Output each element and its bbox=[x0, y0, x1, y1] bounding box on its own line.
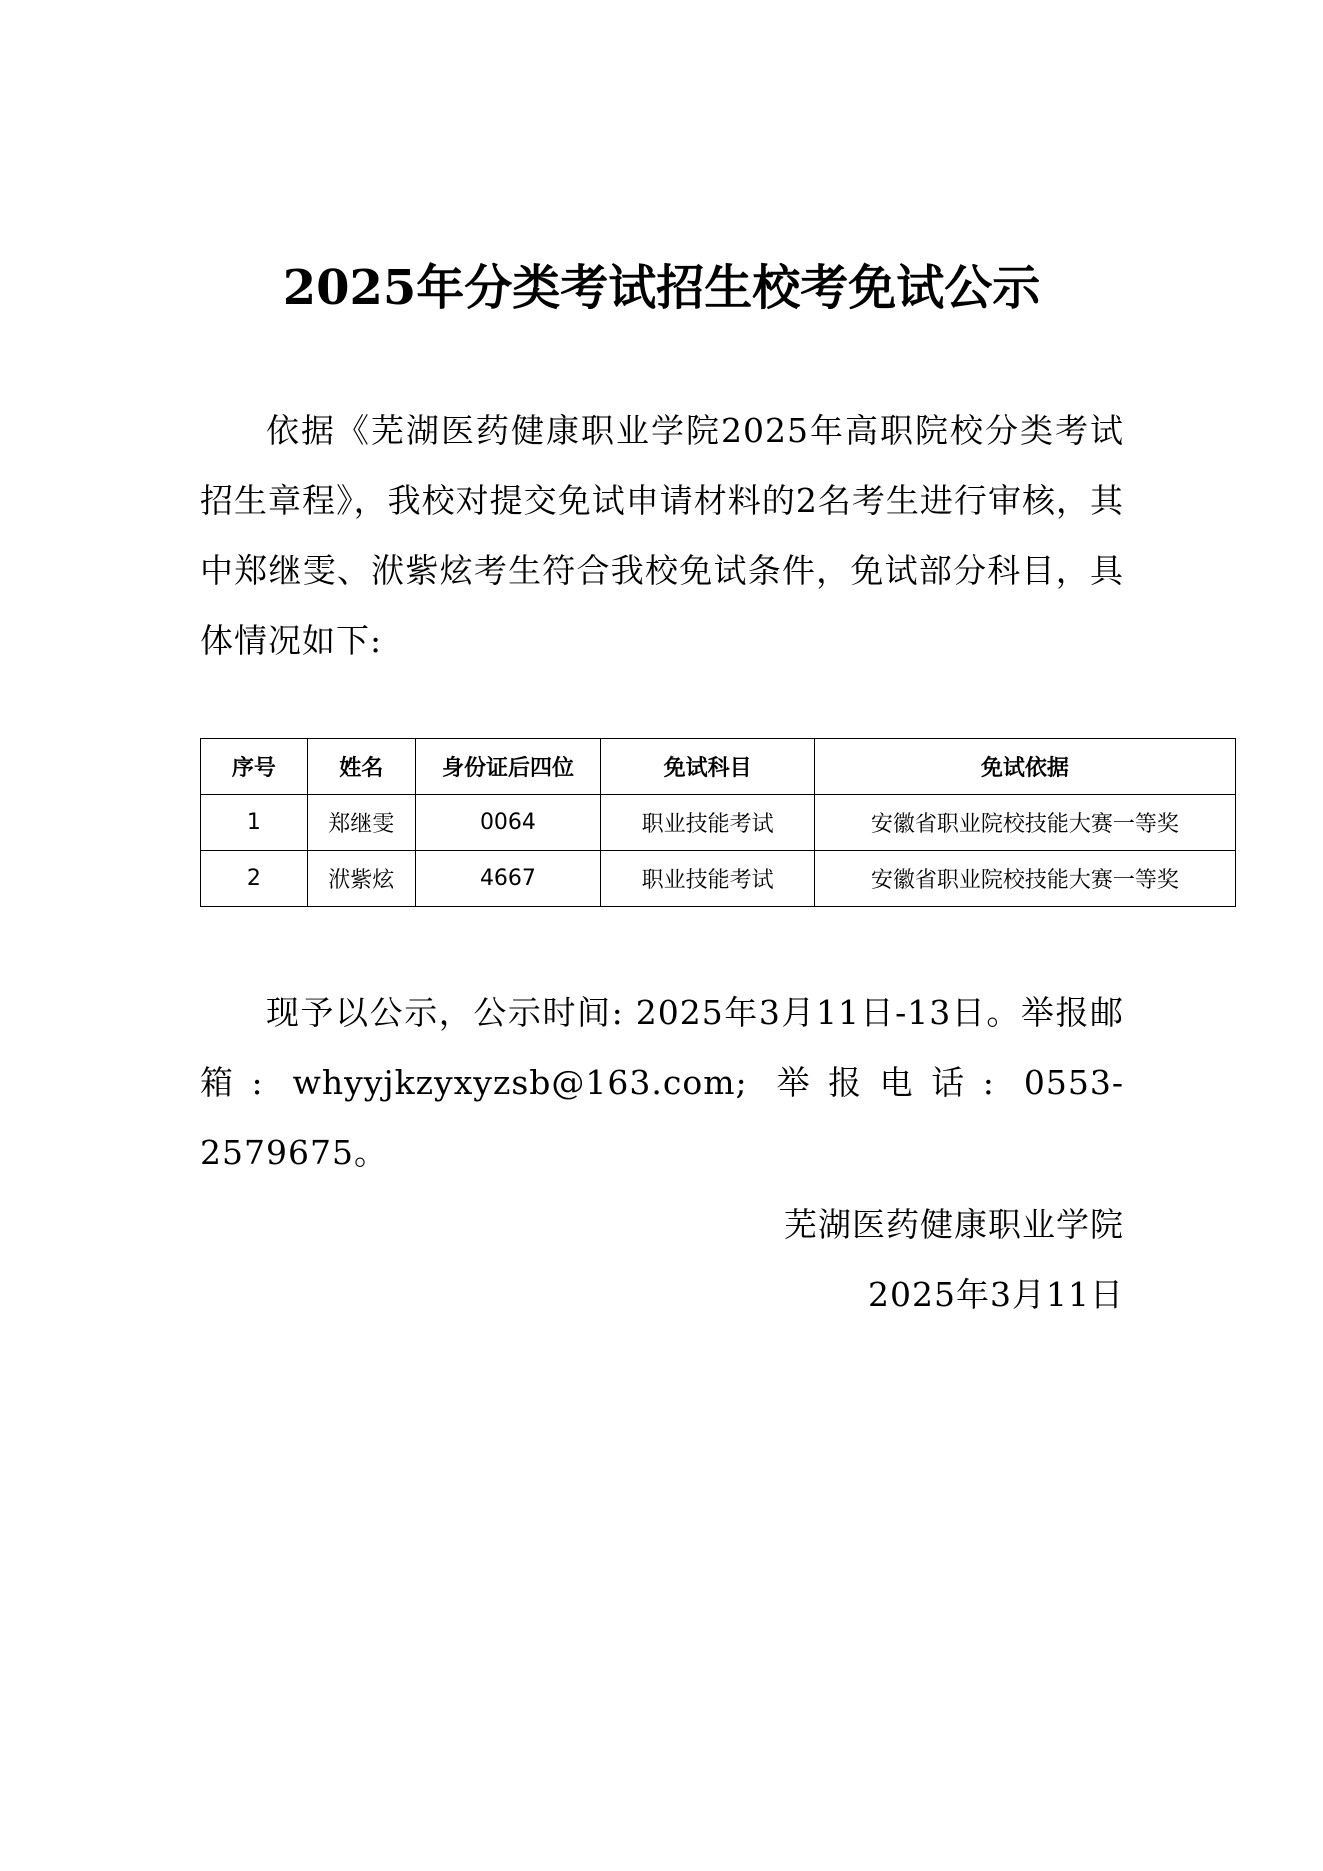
cell-exempt-basis: 安徽省职业院校技能大赛一等奖 bbox=[814, 795, 1235, 851]
cell-id-last-four: 0064 bbox=[415, 795, 601, 851]
notice-paragraph: 现予以公示，公示时间: 2025年3月11日-13日。举报邮箱: whyyjkzyxyzsb@163.com; 举报电话: 0553-2579675。 bbox=[200, 993, 1124, 1172]
header-exempt-basis: 免试依据 bbox=[814, 739, 1235, 795]
cell-exempt-subject: 职业技能考试 bbox=[601, 851, 815, 907]
header-id-last-four: 身份证后四位 bbox=[415, 739, 601, 795]
signature-organization: 芜湖医药健康职业学院 bbox=[784, 1205, 1124, 1244]
document-title: 2025年分类考试招生校考免试公示 bbox=[282, 260, 1041, 316]
header-serial-number: 序号 bbox=[201, 739, 308, 795]
exemption-table bbox=[200, 738, 1236, 907]
cell-name: 郑继雯 bbox=[307, 795, 415, 851]
header-name: 姓名 bbox=[307, 739, 415, 795]
header-exempt-subject: 免试科目 bbox=[601, 739, 815, 795]
table-row bbox=[201, 795, 1236, 851]
cell-serial-number: 2 bbox=[201, 851, 308, 907]
cell-id-last-four: 4667 bbox=[415, 851, 601, 907]
intro-paragraph: 依据《芜湖医药健康职业学院2025年高职院校分类考试招生章程》，我校对提交免试申请材料的2名考生进行审核，其中郑继雯、洑紫炫考生符合我校免试条件，免试部分科目，具体情况如下: bbox=[200, 411, 1124, 660]
table-row bbox=[201, 851, 1236, 907]
table-header-row bbox=[201, 739, 1236, 795]
signature-date: 2025年3月11日 bbox=[868, 1275, 1124, 1314]
cell-serial-number: 1 bbox=[201, 795, 308, 851]
cell-exempt-subject: 职业技能考试 bbox=[601, 795, 815, 851]
cell-name: 洑紫炫 bbox=[307, 851, 415, 907]
cell-exempt-basis: 安徽省职业院校技能大赛一等奖 bbox=[814, 851, 1235, 907]
